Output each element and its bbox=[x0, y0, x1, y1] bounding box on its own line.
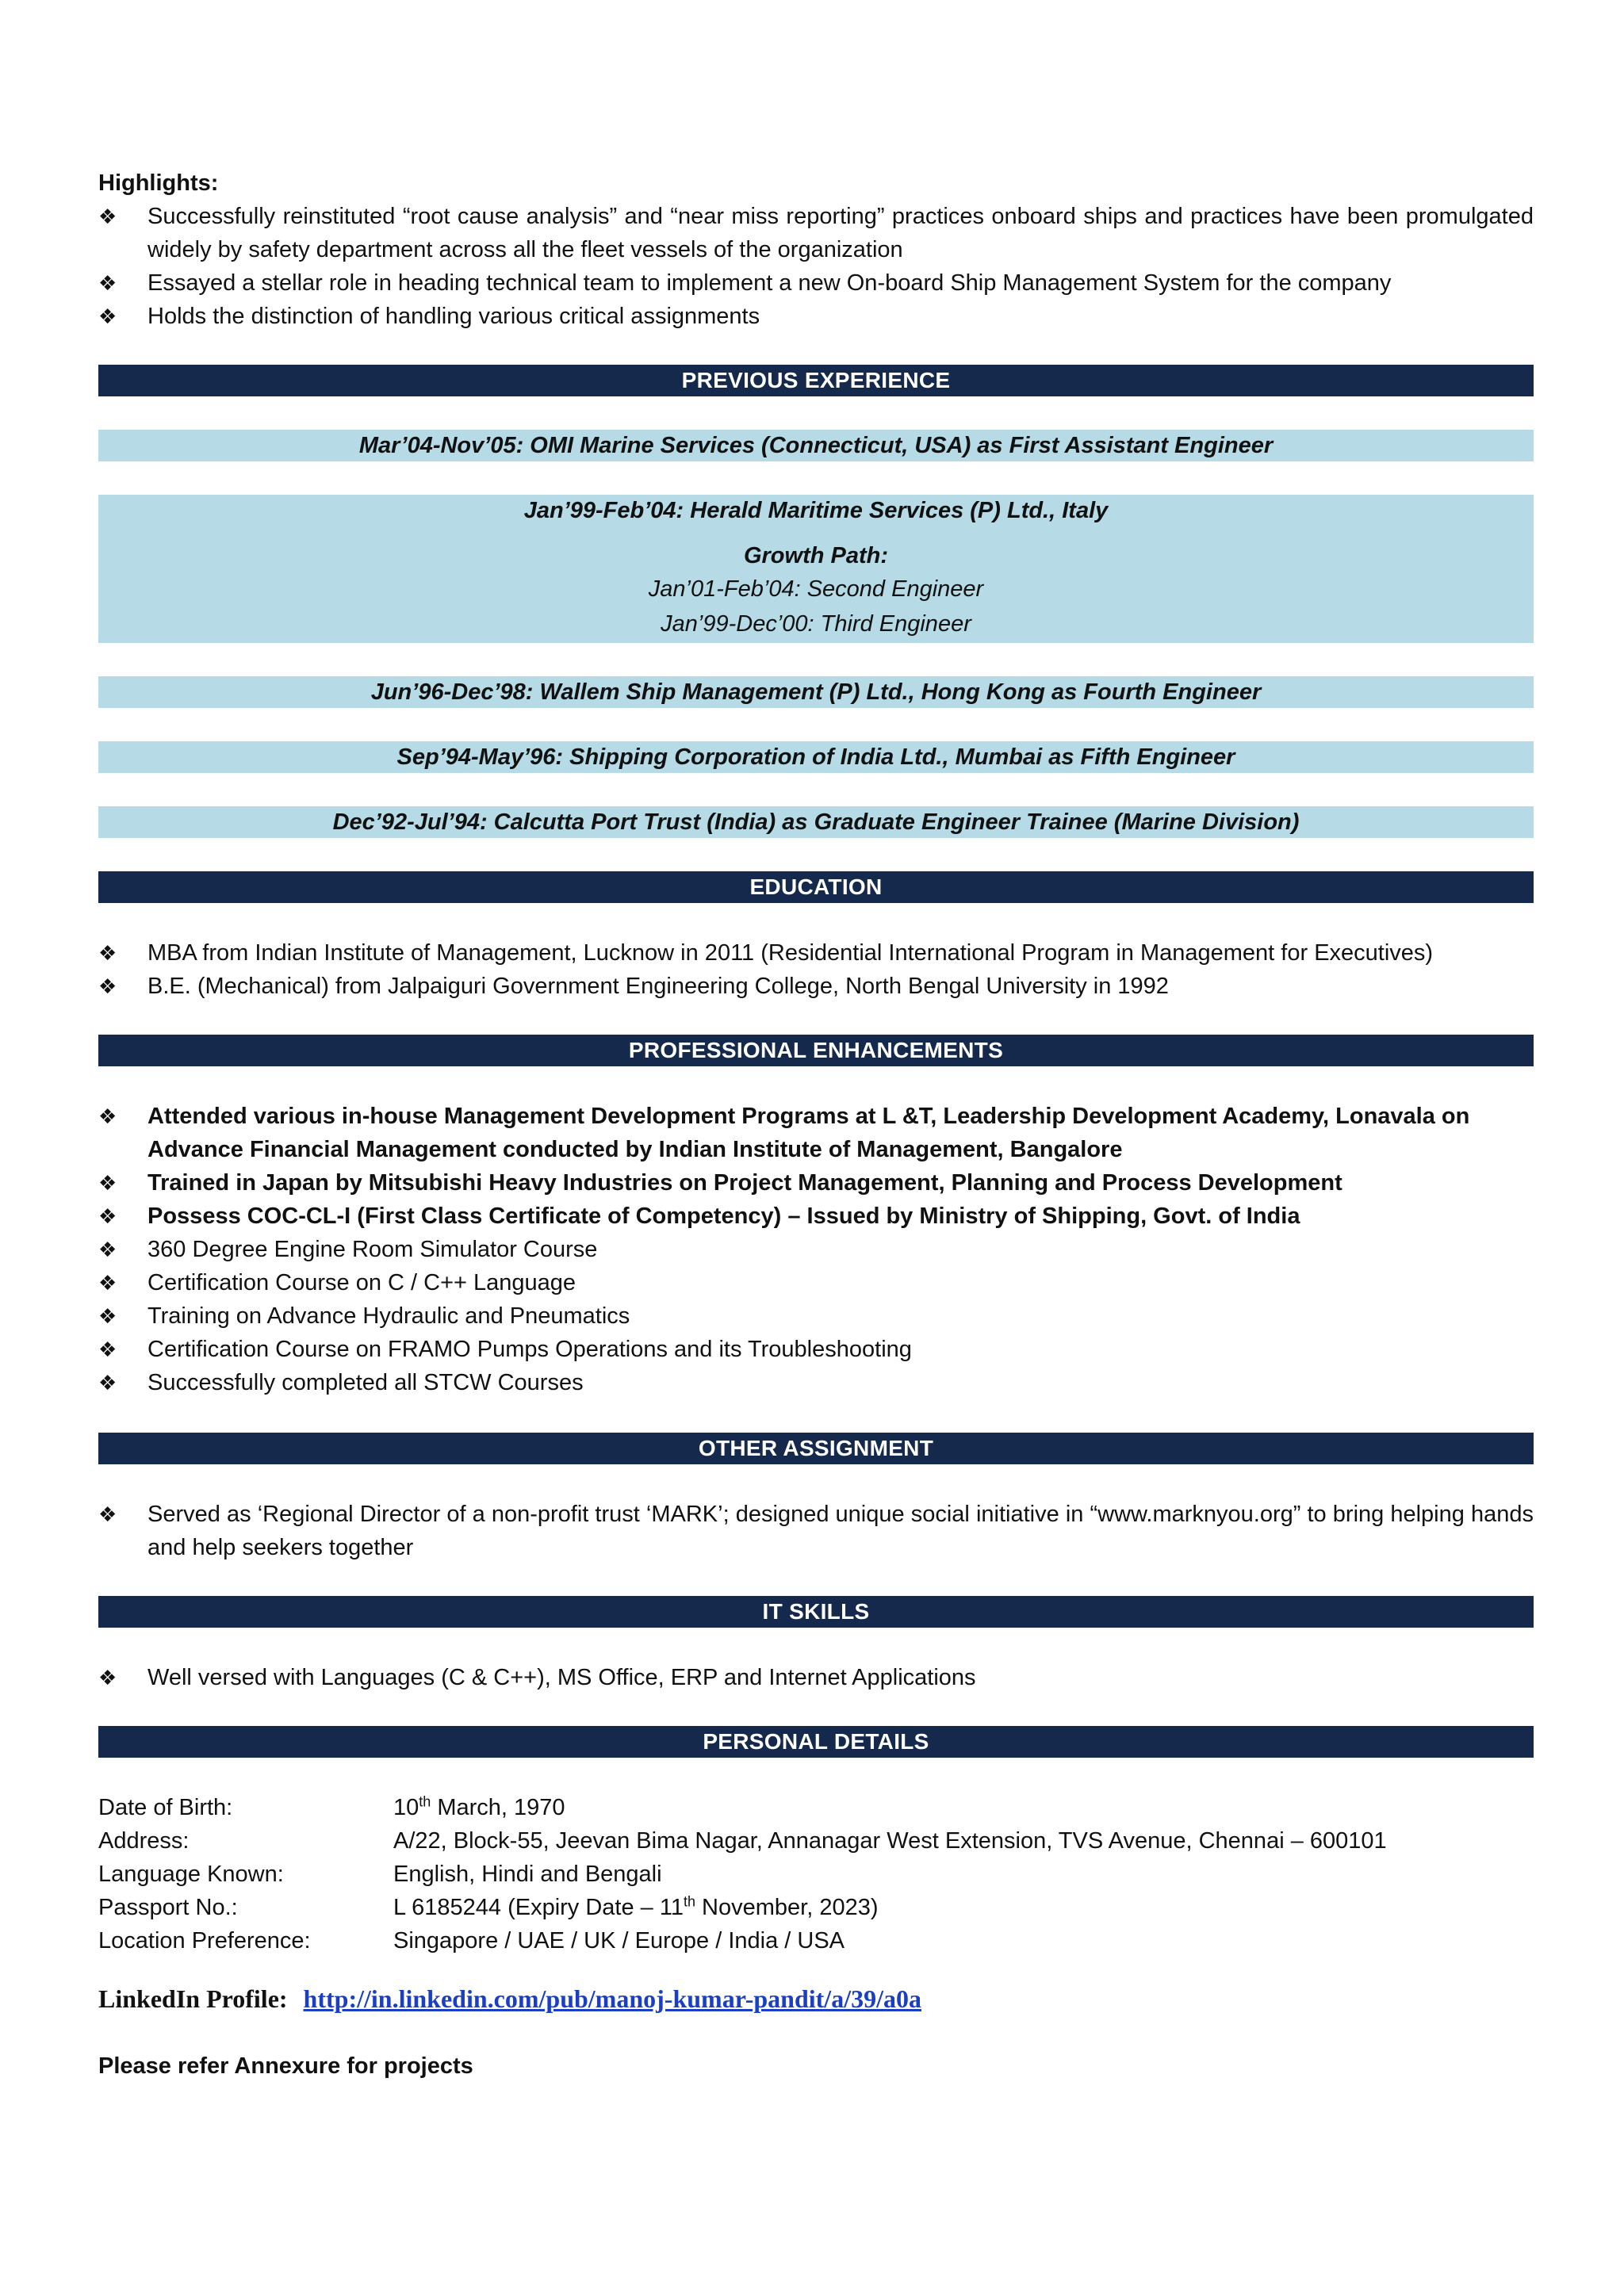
list-item: ❖ Training on Advance Hydraulic and Pneumatics bbox=[98, 1299, 1534, 1333]
diamond-bullet-icon: ❖ bbox=[98, 1104, 117, 1128]
diamond-bullet-icon: ❖ bbox=[98, 304, 117, 328]
job-entry: Jun’96-Dec’98: Wallem Ship Management (P) Ltd., Hong Kong as Fourth Engineer bbox=[98, 676, 1534, 708]
job-entry bbox=[98, 495, 1534, 643]
diamond-bullet-icon: ❖ bbox=[98, 941, 117, 965]
section-heading-professional-enhancements: PROFESSIONAL ENHANCEMENTS bbox=[98, 1035, 1534, 1066]
table-row bbox=[98, 1924, 1387, 1957]
list-item: ❖ Certification Course on FRAMO Pumps Operations and its Troubleshooting bbox=[98, 1333, 1534, 1366]
enhancements-list bbox=[98, 1100, 1534, 1399]
list-item: ❖ Trained in Japan by Mitsubishi Heavy Industries on Project Management, Planning and Process Development bbox=[98, 1166, 1534, 1200]
list-item: ❖ Essayed a stellar role in heading technical team to implement a new On-board Ship Management System for the company bbox=[98, 266, 1534, 300]
dob-label: Date of Birth: bbox=[98, 1795, 233, 1820]
resume-page bbox=[98, 166, 1534, 2083]
list-item: ❖ B.E. (Mechanical) from Jalpaiguri Government Engineering College, North Bengal University in 1992 bbox=[98, 970, 1534, 1003]
list-item: ❖ Possess COC-CL-I (First Class Certificate of Competency) – Issued by Ministry of Shipping, Govt. of India bbox=[98, 1200, 1534, 1233]
diamond-bullet-icon: ❖ bbox=[98, 1171, 117, 1195]
list-item: ❖ Well versed with Languages (C & C++), MS Office, ERP and Internet Applications bbox=[98, 1661, 1534, 1694]
table-row bbox=[98, 1791, 1387, 1824]
footer-note: Please refer Annexure for projects bbox=[98, 2053, 473, 2079]
growth-path-item: Jan’01-Feb’04: Second Engineer bbox=[648, 576, 984, 602]
list-item: ❖ Certification Course on C / C++ Language bbox=[98, 1266, 1534, 1299]
language-label: Language Known: bbox=[98, 1862, 284, 1887]
list-item: ❖ Successfully reinstituted “root cause analysis” and “near miss reporting” practices onboard ships and practices have been promulgated widely by safety department across all the fleet vessels of the organization bbox=[98, 200, 1534, 266]
diamond-bullet-icon: ❖ bbox=[98, 1337, 117, 1361]
linkedin-label: LinkedIn Profile: bbox=[98, 1984, 288, 2013]
job-entry: Mar’04-Nov’05: OMI Marine Services (Connecticut, USA) as First Assistant Engineer bbox=[98, 430, 1534, 461]
section-heading-it-skills: IT SKILLS bbox=[98, 1596, 1534, 1628]
job-title: Jan’99-Feb’04: Herald Maritime Services (P) Ltd., Italy bbox=[523, 498, 1109, 523]
other-assignment-list bbox=[98, 1498, 1534, 1564]
address-value: A/22, Block-55, Jeevan Bima Nagar, Annanagar West Extension, TVS Avenue, Chennai – 600101 bbox=[393, 1828, 1387, 1854]
table-row bbox=[98, 1824, 1387, 1858]
location-value: Singapore / UAE / UK / Europe / India / USA bbox=[393, 1928, 845, 1954]
job-entry: Sep’94-May’96: Shipping Corporation of India Ltd., Mumbai as Fifth Engineer bbox=[98, 741, 1534, 773]
job-entry: Dec’92-Jul’94: Calcutta Port Trust (India) as Graduate Engineer Trainee (Marine Division) bbox=[98, 806, 1534, 838]
list-item: ❖ Successfully completed all STCW Courses bbox=[98, 1366, 1534, 1399]
section-heading-other-assignment: OTHER ASSIGNMENT bbox=[98, 1433, 1534, 1464]
passport-label: Passport No.: bbox=[98, 1895, 238, 1920]
section-heading-personal-details: PERSONAL DETAILS bbox=[98, 1726, 1534, 1758]
education-list bbox=[98, 936, 1534, 1003]
linkedin-link[interactable]: http://in.linkedin.com/pub/manoj-kumar-pandit/a/39/a0a bbox=[303, 1984, 921, 2013]
section-heading-education: EDUCATION bbox=[98, 871, 1534, 903]
diamond-bullet-icon: ❖ bbox=[98, 1204, 117, 1228]
location-label: Location Preference: bbox=[98, 1928, 311, 1954]
diamond-bullet-icon: ❖ bbox=[98, 271, 117, 295]
list-item: ❖ Holds the distinction of handling various critical assignments bbox=[98, 300, 1534, 333]
address-label: Address: bbox=[98, 1828, 190, 1854]
list-item: ❖ Served as ‘Regional Director of a non-profit trust ‘MARK’; designed unique social initiative in “www.marknyou.org” to bring helping hands and help seekers together bbox=[98, 1498, 1534, 1564]
diamond-bullet-icon: ❖ bbox=[98, 1271, 117, 1295]
growth-path-item: Jan’99-Dec’00: Third Engineer bbox=[661, 611, 971, 637]
table-row bbox=[98, 1891, 1387, 1924]
language-value: English, Hindi and Bengali bbox=[393, 1862, 662, 1887]
it-skills-list bbox=[98, 1661, 1534, 1694]
list-item: ❖ 360 Degree Engine Room Simulator Course bbox=[98, 1233, 1534, 1266]
growth-path-label: Growth Path: bbox=[743, 543, 889, 568]
diamond-bullet-icon: ❖ bbox=[98, 1666, 117, 1689]
table-row bbox=[98, 1858, 1387, 1891]
highlights-title: Highlights: bbox=[98, 170, 219, 196]
diamond-bullet-icon: ❖ bbox=[98, 1371, 117, 1395]
list-item: ❖ Attended various in-house Management Development Programs at L &T, Leadership Development Academy, Lonavala on Advance Financial Management conducted by Indian Institute of Management, Bangalore bbox=[98, 1100, 1534, 1166]
diamond-bullet-icon: ❖ bbox=[98, 1502, 117, 1526]
highlights-list bbox=[98, 200, 1534, 333]
linkedin-row bbox=[98, 1981, 1534, 2016]
dob-value: 10th March, 1970 bbox=[393, 1793, 565, 1820]
diamond-bullet-icon: ❖ bbox=[98, 1304, 117, 1328]
section-heading-previous-experience: PREVIOUS EXPERIENCE bbox=[98, 365, 1534, 396]
passport-value: L 6185244 (Expiry Date – 11th November, 2023) bbox=[393, 1893, 879, 1920]
diamond-bullet-icon: ❖ bbox=[98, 205, 117, 228]
diamond-bullet-icon: ❖ bbox=[98, 974, 117, 998]
personal-details-table bbox=[98, 1791, 1387, 1957]
list-item: ❖ MBA from Indian Institute of Management, Lucknow in 2011 (Residential International Program in Management for Executives) bbox=[98, 936, 1534, 970]
diamond-bullet-icon: ❖ bbox=[98, 1238, 117, 1261]
